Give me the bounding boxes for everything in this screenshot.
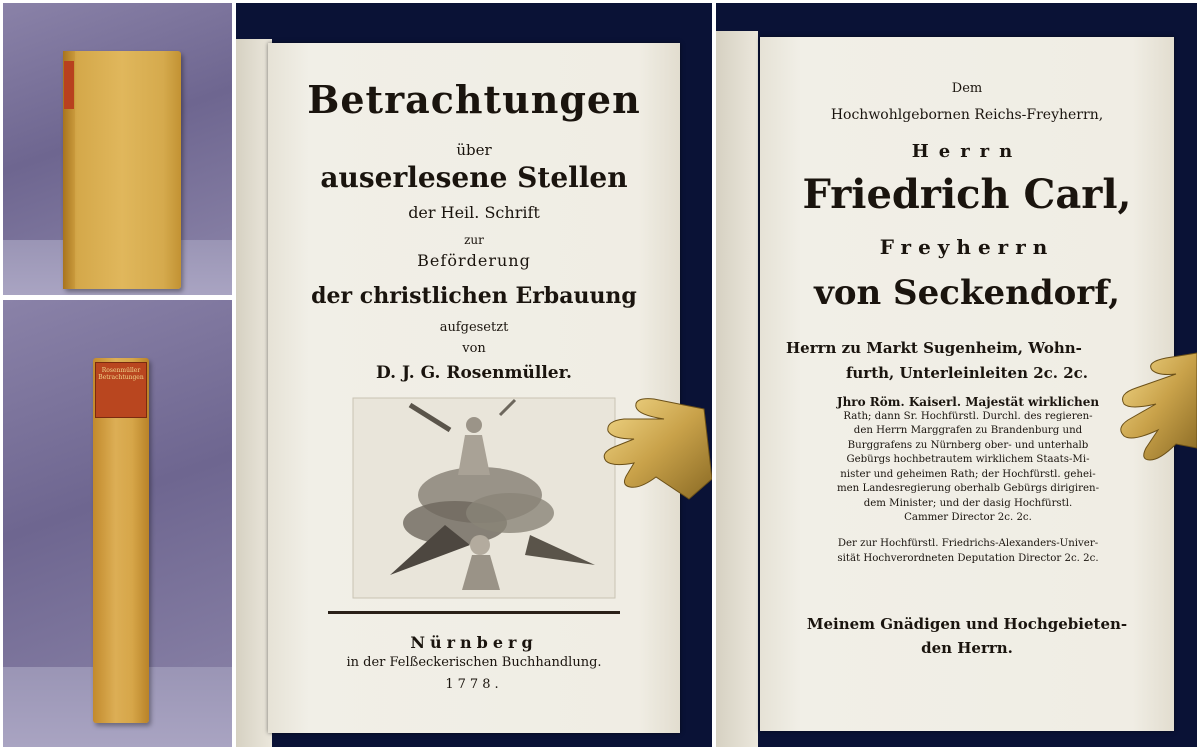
title-line1: Betrachtungen bbox=[307, 77, 641, 122]
ornamental-rule bbox=[328, 611, 620, 614]
para1-line: Jhro Röm. Kaiserl. Majestät wirklichen bbox=[836, 395, 1100, 409]
para1-line: Rath; dann Sr. Hochfürstl. Durchl. des regieren- bbox=[843, 410, 1093, 422]
imprint-year: 1778. bbox=[445, 677, 503, 692]
ded-seckendorf: von Seckendorf, bbox=[814, 273, 1120, 313]
ded-line8: furth, Unterleinleiten 2c. 2c. bbox=[845, 364, 1089, 382]
imprint-city: Nürnberg bbox=[410, 633, 538, 652]
para1-line: den Herrn Marggrafen zu Brandenburg und bbox=[853, 425, 1083, 436]
ded-closing1: Meinem Gnädigen und Hochgebieten- bbox=[806, 615, 1128, 633]
para1-line: Cammer Director 2c. 2c. bbox=[904, 512, 1032, 523]
ded-para1 bbox=[784, 395, 1152, 526]
para1-line: Gebürgs hochbetrautem wirklichem Staats-Mi- bbox=[846, 454, 1090, 465]
photo-closed-book bbox=[3, 3, 232, 295]
imprint-publisher: in der Felßeckerischen Buchhandlung. bbox=[346, 655, 602, 670]
para1-line: men Landesregierung oberhalb Gebürgs dirigiren- bbox=[836, 483, 1100, 494]
para1-line: Burggrafens zu Nürnberg ober- und unterhalb bbox=[847, 439, 1089, 451]
title-line2: über bbox=[456, 141, 492, 159]
ded-line2: Hochwohlgebornen Reichs-Freyherrn, bbox=[830, 107, 1104, 123]
ded-line1: Dem bbox=[951, 81, 983, 96]
title-page bbox=[268, 43, 680, 733]
para2-line: Der zur Hochfürstl. Friedrichs-Alexanders-Univer- bbox=[837, 538, 1099, 549]
photo-title-page bbox=[236, 3, 712, 747]
title-line7: der christlichen Erbauung bbox=[311, 283, 637, 309]
book-spine-icon bbox=[93, 358, 149, 723]
title-line3: auserlesene Stellen bbox=[320, 161, 628, 194]
photo-book-spine bbox=[3, 300, 232, 747]
ded-para2 bbox=[784, 537, 1152, 566]
brass-hand-icon bbox=[594, 389, 712, 519]
para2-line: sität Hochverordneten Deputation Director 2c. 2c. bbox=[837, 552, 1099, 564]
left-leaf-edge bbox=[716, 31, 758, 747]
para1-line: dem Minister; und der dasig Hochfürstl. bbox=[863, 497, 1073, 509]
spine-label-small bbox=[64, 61, 74, 109]
ded-line3: Herrn bbox=[911, 141, 1023, 162]
title-author: D. J. G. Rosenmüller. bbox=[376, 363, 572, 383]
title-line9: von bbox=[462, 341, 486, 356]
title-line5: zur bbox=[464, 233, 484, 247]
spine-label: Rosenmüller Betrachtungen bbox=[95, 362, 147, 418]
dedication-page bbox=[760, 37, 1174, 731]
photo-dedication-page bbox=[716, 3, 1197, 747]
para1-line: nister und geheimen Rath; der Hochfürstl. gehei- bbox=[840, 468, 1096, 480]
ded-name: Friedrich Carl, bbox=[802, 171, 1132, 218]
closed-book-icon bbox=[63, 51, 181, 289]
ded-line7: Herrn zu Markt Sugenheim, Wohn- bbox=[786, 339, 1082, 357]
left-leaf-edge bbox=[236, 39, 272, 747]
ded-closing2: den Herrn. bbox=[921, 639, 1013, 657]
engraving-vignette bbox=[350, 395, 620, 605]
title-line6: Beförderung bbox=[417, 251, 531, 270]
brass-hand-icon bbox=[1116, 348, 1197, 488]
title-line8: aufgesetzt bbox=[439, 320, 509, 335]
title-line4: der Heil. Schrift bbox=[408, 203, 540, 222]
ded-line5: Freyherrn bbox=[879, 235, 1055, 259]
